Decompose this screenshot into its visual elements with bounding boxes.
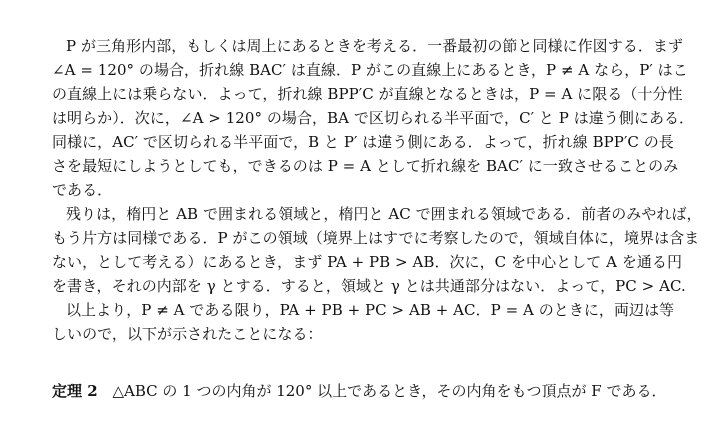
theorem-text: △ABC の 1 つの内角が 120° 以上であるとき，その内角をもつ頂点が F である． (112, 382, 667, 400)
theorem-block (52, 379, 666, 403)
paragraph-1-line-2: ∠A = 120° の場合，折れ線 BAC′ は直線．P がこの直線上にあるとき，P ≠ A なら，P′ はこ (52, 61, 688, 79)
paragraph-2-line-4: を書き，それの内部を γ とする．すると，領域と γ とは共通部分はない．よって，PC > AC. (52, 277, 686, 295)
paragraph-2-line-3: ない，として考える）にあるとき，まず PA + PB > AB．次に，C を中心として A を通る円 (52, 253, 683, 271)
paragraph-1-line-1: P が三角形内部，もしくは周上にあるときを考える．一番最初の節と同様に作図する．まず (66, 37, 683, 55)
paragraph-1-line-7: である． (52, 181, 113, 199)
paragraph-3-line-2: しいので，以下が示されたことになる： (52, 325, 323, 343)
paragraph-2-line-1: 残りは，楕円と AB で囲まれる領域と，楕円と AC で囲まれる領域である．前者のみやれば， (66, 205, 702, 223)
paragraph-1-line-3: の直線上には乗らない．よって，折れ線 BPP′C が直線となるときは，P = A に限る（十分性 (52, 85, 683, 103)
theorem-label: 定理 2 (52, 382, 98, 400)
paragraph-1-line-5: 同様に，AC′ で区切られる半平面で，B と P′ は違う側にある．よって，折れ線 BPP′C の長 (52, 133, 674, 151)
paragraph-1-line-6: さを最短にしようとしても，できるのは P = A として折れ線を BAC′ に一致させることのみ (52, 157, 679, 175)
paragraph-2-line-2: もう片方は同様である．P がこの領域（境界上はすでに考察したので，領域自体に，境界は含ま (52, 229, 700, 247)
paragraph-3-line-1: 以上より，P ≠ A である限り，PA + PB + PC > AB + AC．P = A のときに，両辺は等 (66, 301, 675, 319)
paragraph-1-line-4: は明らか）．次に，∠A > 120° の場合，BA で区切られる半平面で，C′ と P は違う側にある． (52, 109, 695, 127)
